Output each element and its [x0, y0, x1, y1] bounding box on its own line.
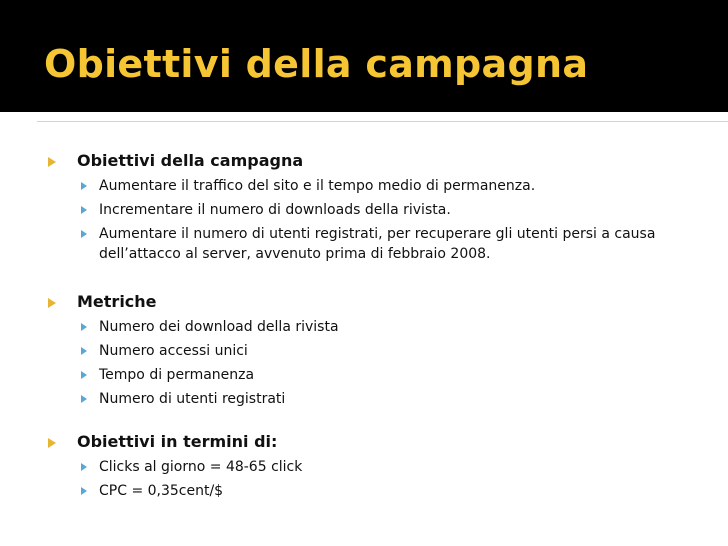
list-item — [0, 481, 728, 501]
bullet-level1-icon — [48, 298, 56, 308]
section-heading-text: Obiettivi in termini di: — [77, 432, 278, 451]
section-metriche — [0, 290, 728, 413]
bullet-level2-icon — [81, 182, 87, 190]
section-obiettivi — [0, 149, 728, 268]
bullet-level1-icon — [48, 157, 56, 167]
list-item-text: Numero dei download della rivista — [99, 319, 339, 335]
section-heading — [0, 430, 728, 454]
bullet-level1-icon — [48, 438, 56, 448]
list-item-text: CPC = 0,35cent/$ — [99, 483, 224, 499]
bullet-level2-icon — [81, 371, 87, 379]
section-heading-text: Obiettivi della campagna — [77, 151, 304, 170]
list-item-text: Clicks al giorno = 48-65 click — [99, 459, 303, 475]
list-item-text: Aumentare il numero di utenti registrati, per recuperare gli utenti persi a causa dell’attacco al server, avvenuto prima di febbraio 2008. — [99, 226, 656, 262]
bullet-level2-icon — [81, 395, 87, 403]
section-obiettivi-termini — [0, 430, 728, 505]
list-item-text: Numero di utenti registrati — [99, 391, 286, 407]
bullet-level2-icon — [81, 323, 87, 331]
section-heading — [0, 149, 728, 173]
list-item-text: Numero accessi unici — [99, 343, 248, 359]
list-item-text: Incrementare il numero di downloads della rivista. — [99, 202, 451, 218]
section-heading — [0, 290, 728, 314]
list-item — [0, 389, 728, 409]
list-item — [0, 457, 728, 477]
bullet-level2-icon — [81, 230, 87, 238]
slide-title: Obiettivi della campagna — [44, 42, 589, 86]
list-item — [0, 317, 728, 337]
bullet-level2-icon — [81, 347, 87, 355]
list-item-text: Tempo di permanenza — [99, 367, 255, 383]
section-heading-text: Metriche — [77, 292, 157, 311]
bullet-level2-icon — [81, 206, 87, 214]
list-item-text: Aumentare il traffico del sito e il tempo medio di permanenza. — [99, 178, 536, 194]
bullet-level2-icon — [81, 487, 87, 495]
list-item — [0, 365, 728, 385]
list-item — [0, 200, 728, 220]
list-item — [0, 224, 728, 264]
list-item — [0, 341, 728, 361]
bullet-level2-icon — [81, 463, 87, 471]
list-item — [0, 176, 728, 196]
